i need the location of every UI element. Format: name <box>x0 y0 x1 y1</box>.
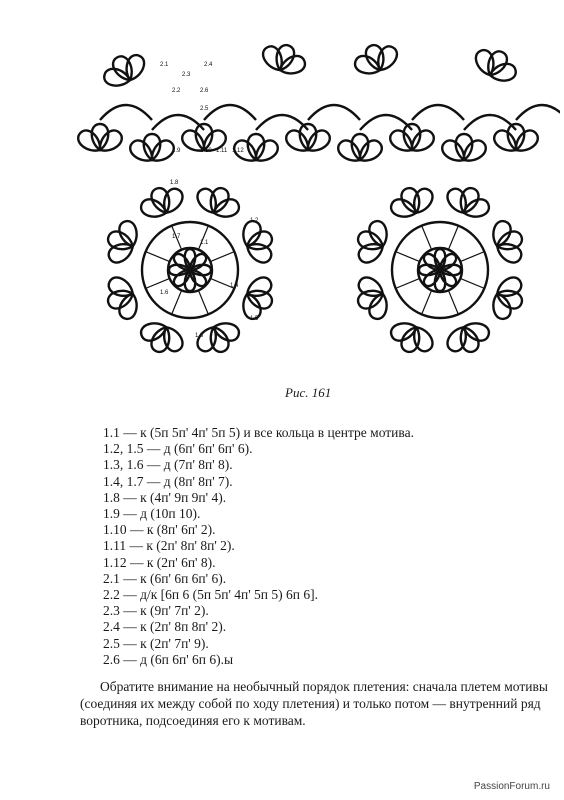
diagram-label: 1.10 <box>200 148 212 154</box>
instruction-line: 2.1 — к (6п' 6п 6п' 6). <box>103 570 227 586</box>
instruction-line: 2.3 — к (9п' 7п' 2). <box>103 603 209 619</box>
picot-line <box>460 278 484 288</box>
diagram-label: 2.6 <box>200 88 209 94</box>
diagram-label: 1.8 <box>170 180 179 186</box>
instruction-line: 1.9 — д (10п 10). <box>103 506 201 522</box>
instruction-line: 1.3, 1.6 — д (7п' 8п' 8). <box>103 457 233 473</box>
diagram-label: 1.1 <box>200 240 209 246</box>
diagram-label: 2.2 <box>172 88 181 94</box>
diagram-label: 2.1 <box>160 62 169 68</box>
picot-line <box>210 252 234 262</box>
picot-line <box>422 226 432 250</box>
instruction-line: 1.2, 1.5 — д (6п' 6п' 6п' 6). <box>103 441 253 457</box>
top-chain <box>412 105 464 120</box>
instruction-line: 2.6 — д (6п 6п' 6п 6).ы <box>103 651 234 667</box>
top-chain <box>516 105 560 120</box>
picot-line <box>146 278 170 288</box>
picot-line <box>172 290 182 314</box>
diagram-label: 1.12 <box>232 148 244 154</box>
diagram-label: 2.4 <box>204 62 213 68</box>
lace-diagram <box>60 30 560 400</box>
instruction-line: 1.8 — к (4п' 9п 9п' 4). <box>103 489 227 505</box>
top-chain <box>308 105 360 120</box>
diagram-label: 2.3 <box>182 72 191 78</box>
diagram-label: 1.5 <box>250 316 259 322</box>
watermark: PassionForum.ru <box>473 781 550 792</box>
figure-caption: Рис. 161 <box>285 385 332 400</box>
instruction-line: 1.4, 1.7 — д (8п' 8п' 7). <box>103 473 233 489</box>
instruction-line: 1.10 — к (8п' 6п' 2). <box>103 522 216 538</box>
instruction-list <box>103 425 414 668</box>
diagram-label: 1.3 <box>195 333 204 339</box>
instruction-line: 1.1 — к (5п 5п' 4п' 5п 5) и все кольца в центре мотива. <box>103 425 414 440</box>
diagram-label: 1.7 <box>172 234 181 240</box>
top-chain <box>100 105 152 120</box>
lace-pattern-figure <box>60 30 560 400</box>
diagram-label: 1.4 <box>230 283 239 289</box>
instruction-line: 1.12 — к (2п' 6п' 8). <box>103 554 216 570</box>
diagram-label: 2.5 <box>200 106 209 112</box>
diagram-label: 1.2 <box>250 218 259 224</box>
diagram-label: 1.9 <box>172 148 181 154</box>
top-chain <box>204 105 256 120</box>
instruction-line: 2.5 — к (2п' 7п' 9). <box>103 635 209 651</box>
diagram-label: 1.6 <box>160 290 169 296</box>
picot-line <box>396 278 420 288</box>
picot-line <box>198 226 208 250</box>
note-paragraph: Обратите внимание на необычный порядок плетения: сначала плетем мотивы (соединяя их между собой по ходу плетения) и только потом — внутренний ряд воротника, подсоединяя его к мотивам. <box>80 679 548 728</box>
instruction-line: 2.4 — к (2п' 8п 8п' 2). <box>103 619 227 635</box>
picot-line <box>422 290 432 314</box>
lace-ring <box>127 55 144 80</box>
picot-line <box>448 290 458 314</box>
instruction-line: 2.2 — д/к [6п 6 (5п 5п' 4п' 5п 5) 6п 6]. <box>103 587 318 603</box>
picot-line <box>198 290 208 314</box>
picot-line <box>448 226 458 250</box>
picot-line <box>396 252 420 262</box>
instruction-line: 1.11 — к (2п' 8п' 8п' 2). <box>103 538 235 554</box>
diagram-label: 1.11 <box>216 148 228 154</box>
picot-line <box>146 252 170 262</box>
picot-line <box>460 252 484 262</box>
